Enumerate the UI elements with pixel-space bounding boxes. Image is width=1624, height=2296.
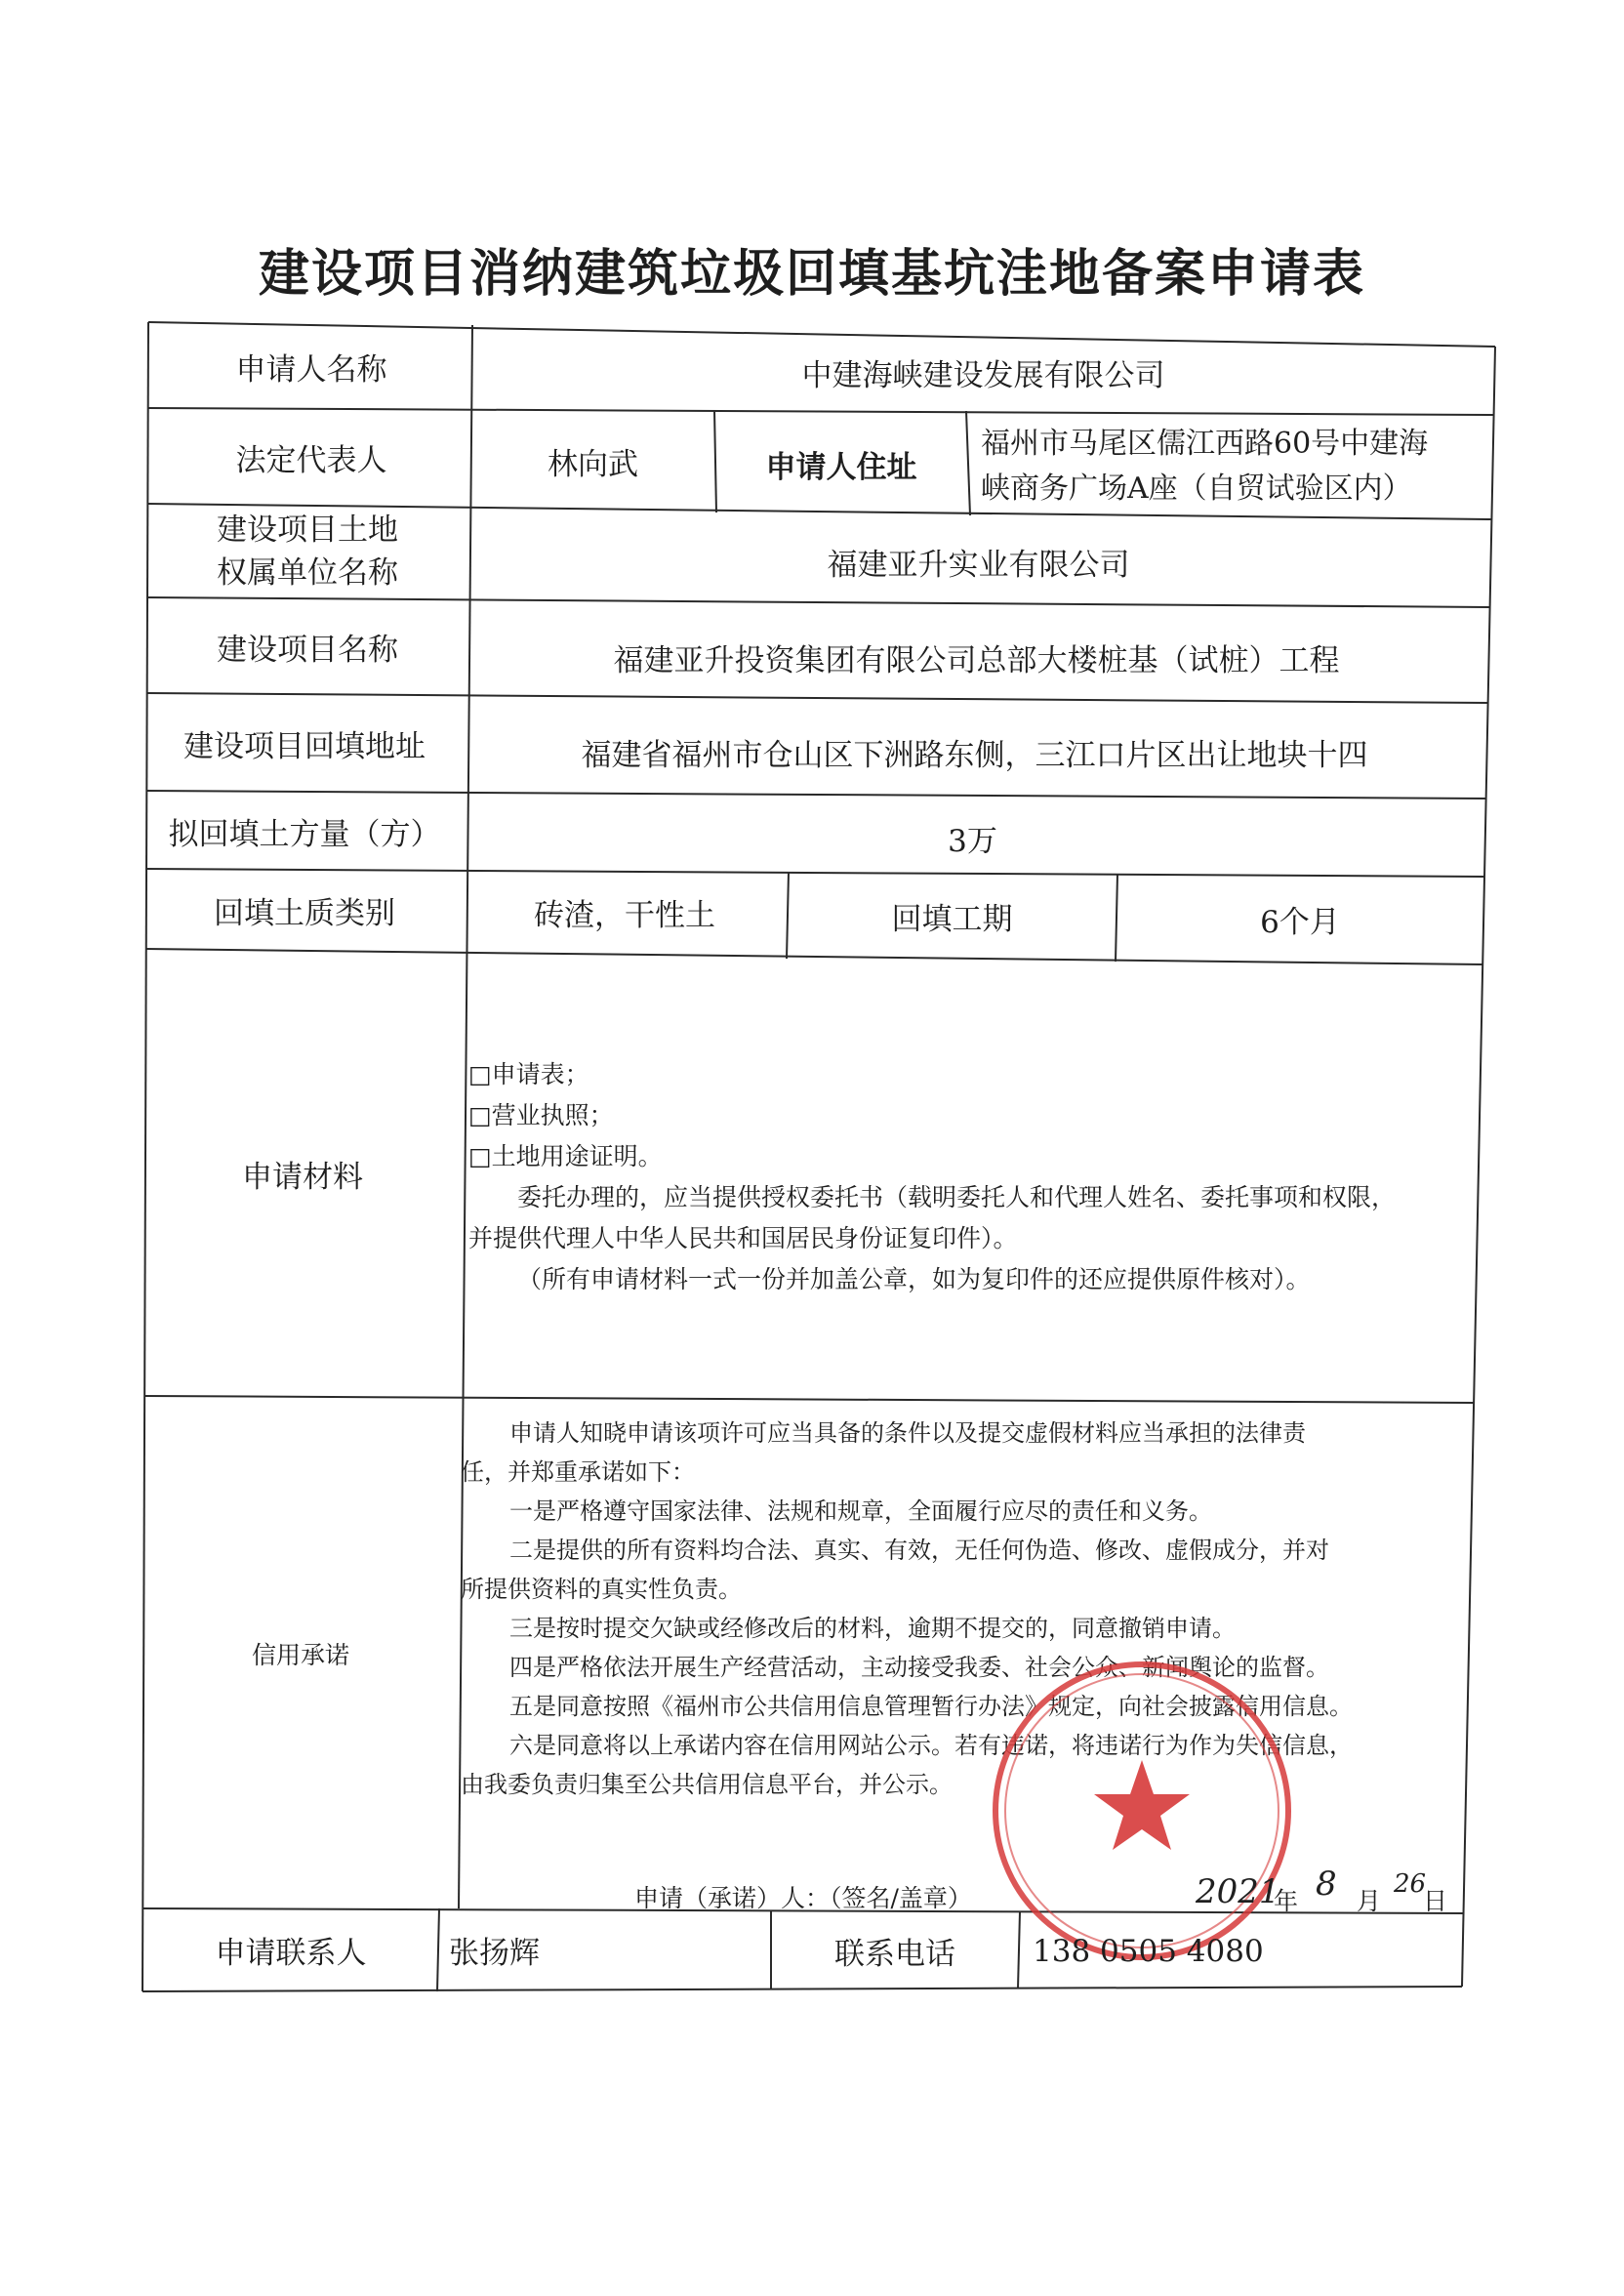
address-line-2: 峡商务广场A座（自贸试验区内） [981,471,1412,506]
applicant-name-label: 申请人名称 [235,351,387,388]
pledge-line: 二是提供的所有资料均合法、真实、有效，无任何伪造、修改、虚假成分，并对 [509,1537,1329,1564]
legal-rep-value: 林向武 [548,446,638,482]
legal-rep-label: 法定代表人 [235,442,387,478]
date-month-suffix: 月 [1357,1887,1382,1915]
pledge-line: 由我委负责归集至公共信用信息平台，并公示。 [461,1771,953,1798]
applicant-name-value: 中建海峡建设发展有限公司 [801,357,1165,393]
date-year-suffix: 年 [1274,1887,1299,1915]
pledge-line: 任，并郑重承诺如下： [461,1458,695,1486]
address-line-1: 福州市马尾区儒江西路60号中建海 [981,426,1429,461]
materials-note-1-line-2: 并提供代理人中华人民共和国居民身份证复印件）。 [468,1224,1018,1252]
land-owner-value: 福建亚升实业有限公司 [827,547,1130,583]
pledge-line: 三是按时提交欠缺或经修改后的材料，逾期不提交的，同意撤销申请。 [509,1615,1236,1642]
pledge-line: 申请人知晓申请该项许可应当具备的条件以及提交虚假材料应当承担的法律责 [509,1419,1306,1447]
pledge-line: 四是严格依法开展生产经营活动，主动接受我委、社会公众、新闻舆论的监督。 [509,1654,1329,1681]
pledge-line: 五是同意按照《福州市公共信用信息管理暂行办法》规定，向社会披露信用信息。 [509,1693,1353,1720]
contact-person-label: 申请联系人 [215,1935,367,1971]
form-title: 建设项目消纳建筑垃圾回填基坑洼地备案申请表 [258,245,1365,304]
pledge-line: 六是同意将以上承诺内容在信用网站公示。若有违诺，将违诺行为作为失信信息， [509,1732,1353,1759]
applicant-address-value [971,415,1493,517]
materials-label: 申请材料 [242,1160,363,1195]
date-year: 2021 [1196,1872,1280,1911]
soil-type-label: 回填土质类别 [214,895,395,931]
land-owner-label-line-1: 建设项目土地 [217,512,398,548]
date-month: 8 [1316,1865,1337,1904]
land-owner-label [151,506,464,597]
fill-volume-label: 拟回填土方量（方） [168,816,441,852]
project-name-label: 建设项目名称 [217,632,398,668]
land-owner-label-line-2: 权属单位名称 [217,555,398,591]
materials-note-2: （所有申请材料一式一份并加盖公章，如为复印件的还应提供原件核对）。 [517,1265,1311,1293]
phone-value: 138 0505 4080 [1033,1934,1264,1969]
applicant-address-label: 申请人住址 [765,449,917,485]
fill-period-value: 6个月 [1260,904,1340,940]
fill-address-value: 福建省福州市仓山区下洲路东侧，三江口片区出让地块十四 [581,737,1368,773]
project-name-value: 福建亚升投资集团有限公司总部大楼桩基（试桩）工程 [613,642,1340,678]
fill-period-label: 回填工期 [891,901,1013,937]
fill-volume-value: 3万 [948,823,997,859]
materials-item: □营业执照； [468,1101,614,1129]
date-day-suffix: 日 [1423,1887,1448,1915]
fill-address-label: 建设项目回填地址 [183,728,426,764]
materials-list [468,1054,1396,1300]
phone-label: 联系电话 [834,1936,955,1972]
materials-item: □土地用途证明。 [468,1142,663,1170]
contact-person-value: 张扬辉 [449,1935,540,1971]
pledge-line: 所提供资料的真实性负责。 [461,1576,742,1603]
credit-pledge-label: 信用承诺 [251,1641,349,1669]
date-day: 26 [1394,1869,1427,1899]
materials-item: □申请表； [468,1060,589,1088]
soil-type-value: 砖渣，干性土 [534,897,715,933]
signature-label: 申请（承诺）人：（签名/盖章） [634,1884,972,1912]
pledge-line: 一是严格遵守国家法律、法规和规章，全面履行应尽的责任和义务。 [509,1497,1212,1525]
materials-note-1-line-1: 委托办理的，应当提供授权委托书（载明委托人和代理人姓名、委托事项和权限， [517,1183,1397,1211]
